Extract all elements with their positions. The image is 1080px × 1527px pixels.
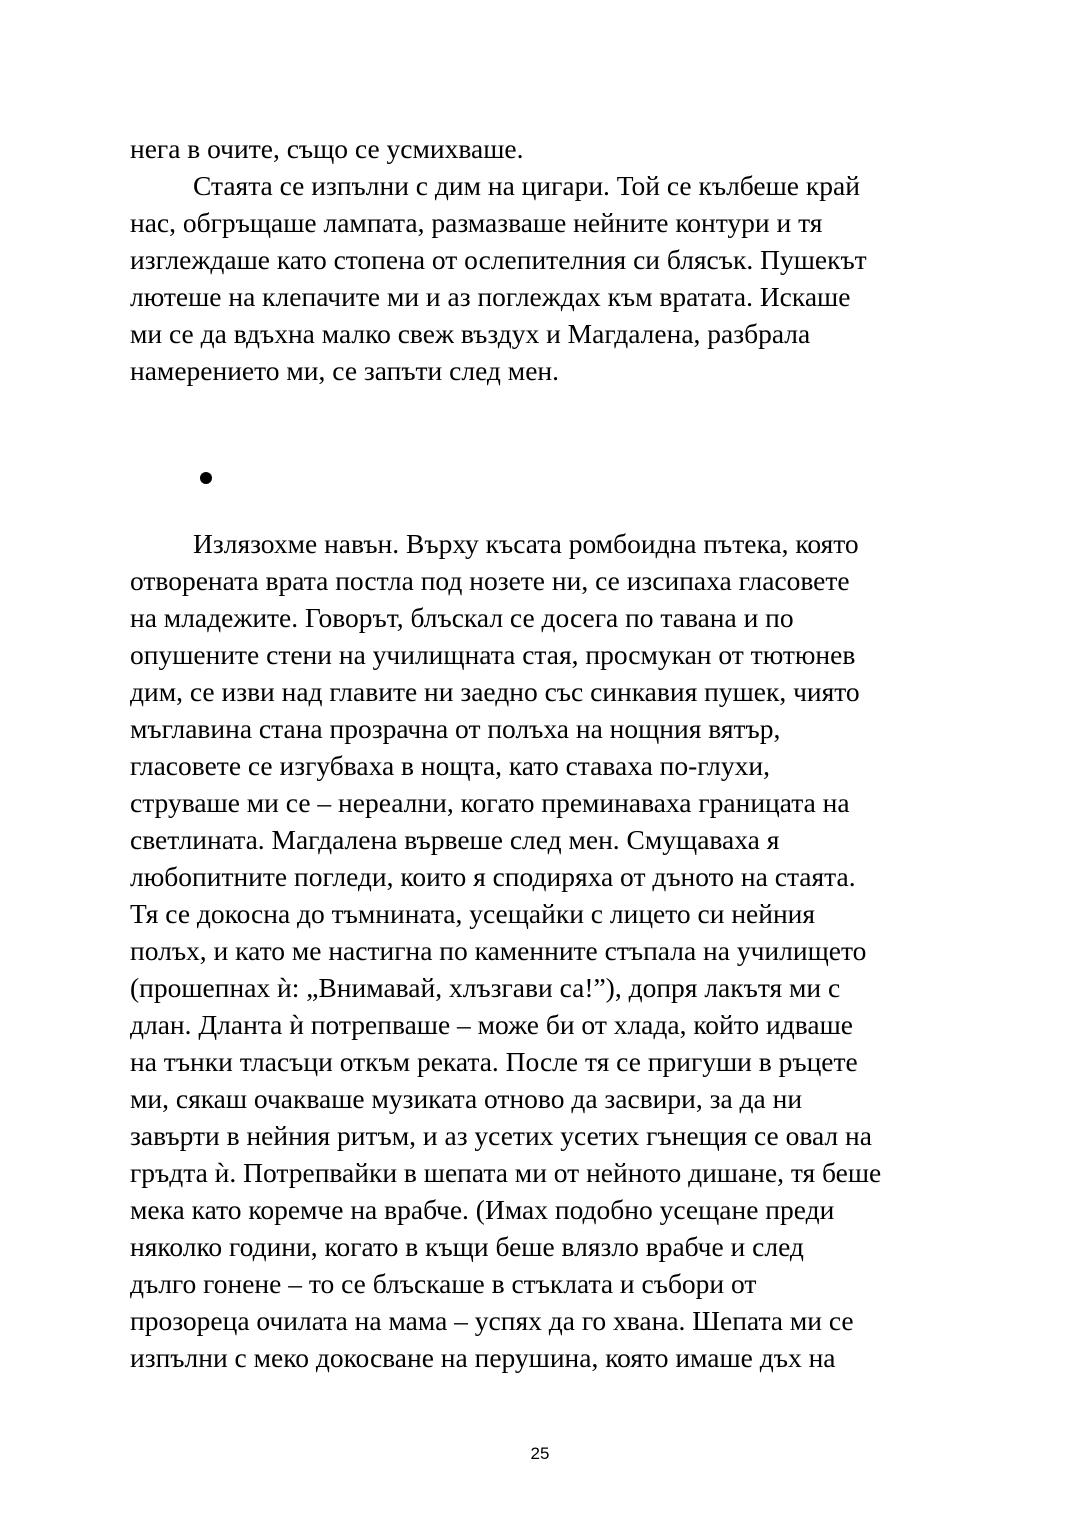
paragraph-line: дълго гонене – то се блъскаше в стъклата и събори от — [130, 1268, 757, 1299]
paragraph-line: струваше ми се – нереални, когато преминаваха границата на — [130, 787, 850, 818]
paragraph-line: ми, сякаш очакваше музиката отново да засвири, за да ни — [130, 1083, 803, 1114]
paragraph-line: Излязохме навън. Върху късата ромбоидна пътека, която — [193, 528, 859, 559]
paragraph-line: изпълни с меко докосване на перушина, която имаше дъх на — [130, 1342, 836, 1373]
paragraph-line: длан. Дланта ѝ потрепваше – може би от хлада, който идваше — [130, 1009, 853, 1040]
paragraph-line: нас, обгръщаше лампата, размазваше нейните контури и тя — [130, 207, 823, 238]
paragraph-line: Тя се докосна до тъмнината, усещайки с лицето си нейния — [130, 898, 816, 929]
paragraph-line: любопитните погледи, които я сподиряха от дъното на стаята. — [130, 861, 856, 892]
paragraph-line: гръдта ѝ. Потрепвайки в шепата ми от нейното дишане, тя беше — [130, 1157, 882, 1188]
paragraph-line: гласовете се изгубваха в нощта, като ставаха по-глухи, — [130, 750, 770, 781]
paragraph-line: полъх, и като ме настигна по каменните стъпала на училището — [130, 935, 867, 966]
paragraph-line: (прошепнах ѝ: „Внимавай, хлъзгави са!”), допря лакътя ми с — [130, 972, 841, 1003]
paragraph-line: светлината. Магдалена вървеше след мен. Смущаваха я — [130, 824, 780, 855]
paragraph-line: отворената врата постла под нозете ни, се изсипаха гласовете — [130, 565, 850, 596]
paragraph-line: завърти в нейния ритъм, и аз усетих усетих гънещия се овал на — [130, 1120, 872, 1151]
paragraph-line: опушените стени на училищната стая, просмукан от тютюнев — [130, 639, 856, 670]
bullet-icon — [200, 472, 212, 484]
paragraph-line: дим, се изви над главите ни заедно със синкавия пушек, чиято — [130, 676, 860, 707]
paragraph-line: мека като коремче на врабче. (Имах подобно усещане преди — [130, 1194, 835, 1225]
paragraph-line: на тънки тласъци откъм реката. После тя се пригуши в ръцете — [130, 1046, 858, 1077]
paragraph-line: на младежите. Говорът, блъскал се досега по тавана и по — [130, 602, 794, 633]
paragraph-line: намерението ми, се запъти след мен. — [130, 355, 559, 386]
paragraph-line: мъглавина стана прозрачна от полъха на нощния вятър, — [130, 713, 781, 744]
page-number: 25 — [530, 1444, 550, 1463]
paragraph-line: Стаята се изпълни с дим на цигари. Той се кълбеше край — [193, 170, 860, 201]
paragraph-line: нега в очите, също се усмихваше. — [130, 133, 524, 164]
paragraph-line: лютеше на клепачите ми и аз поглеждах към вратата. Искаше — [130, 281, 851, 312]
paragraph-line: ми се да вдъхна малко свеж въздух и Магдалена, разбрала — [130, 318, 811, 349]
paragraph-line: няколко години, когато в къщи беше влязло врабче и след — [130, 1231, 804, 1262]
paragraph-line: прозореца очилата на мама – успях да го хвана. Шепата ми се — [130, 1305, 854, 1336]
paragraph-line: изглеждаше като стопена от ослепителния си блясък. Пушекът — [130, 244, 867, 275]
